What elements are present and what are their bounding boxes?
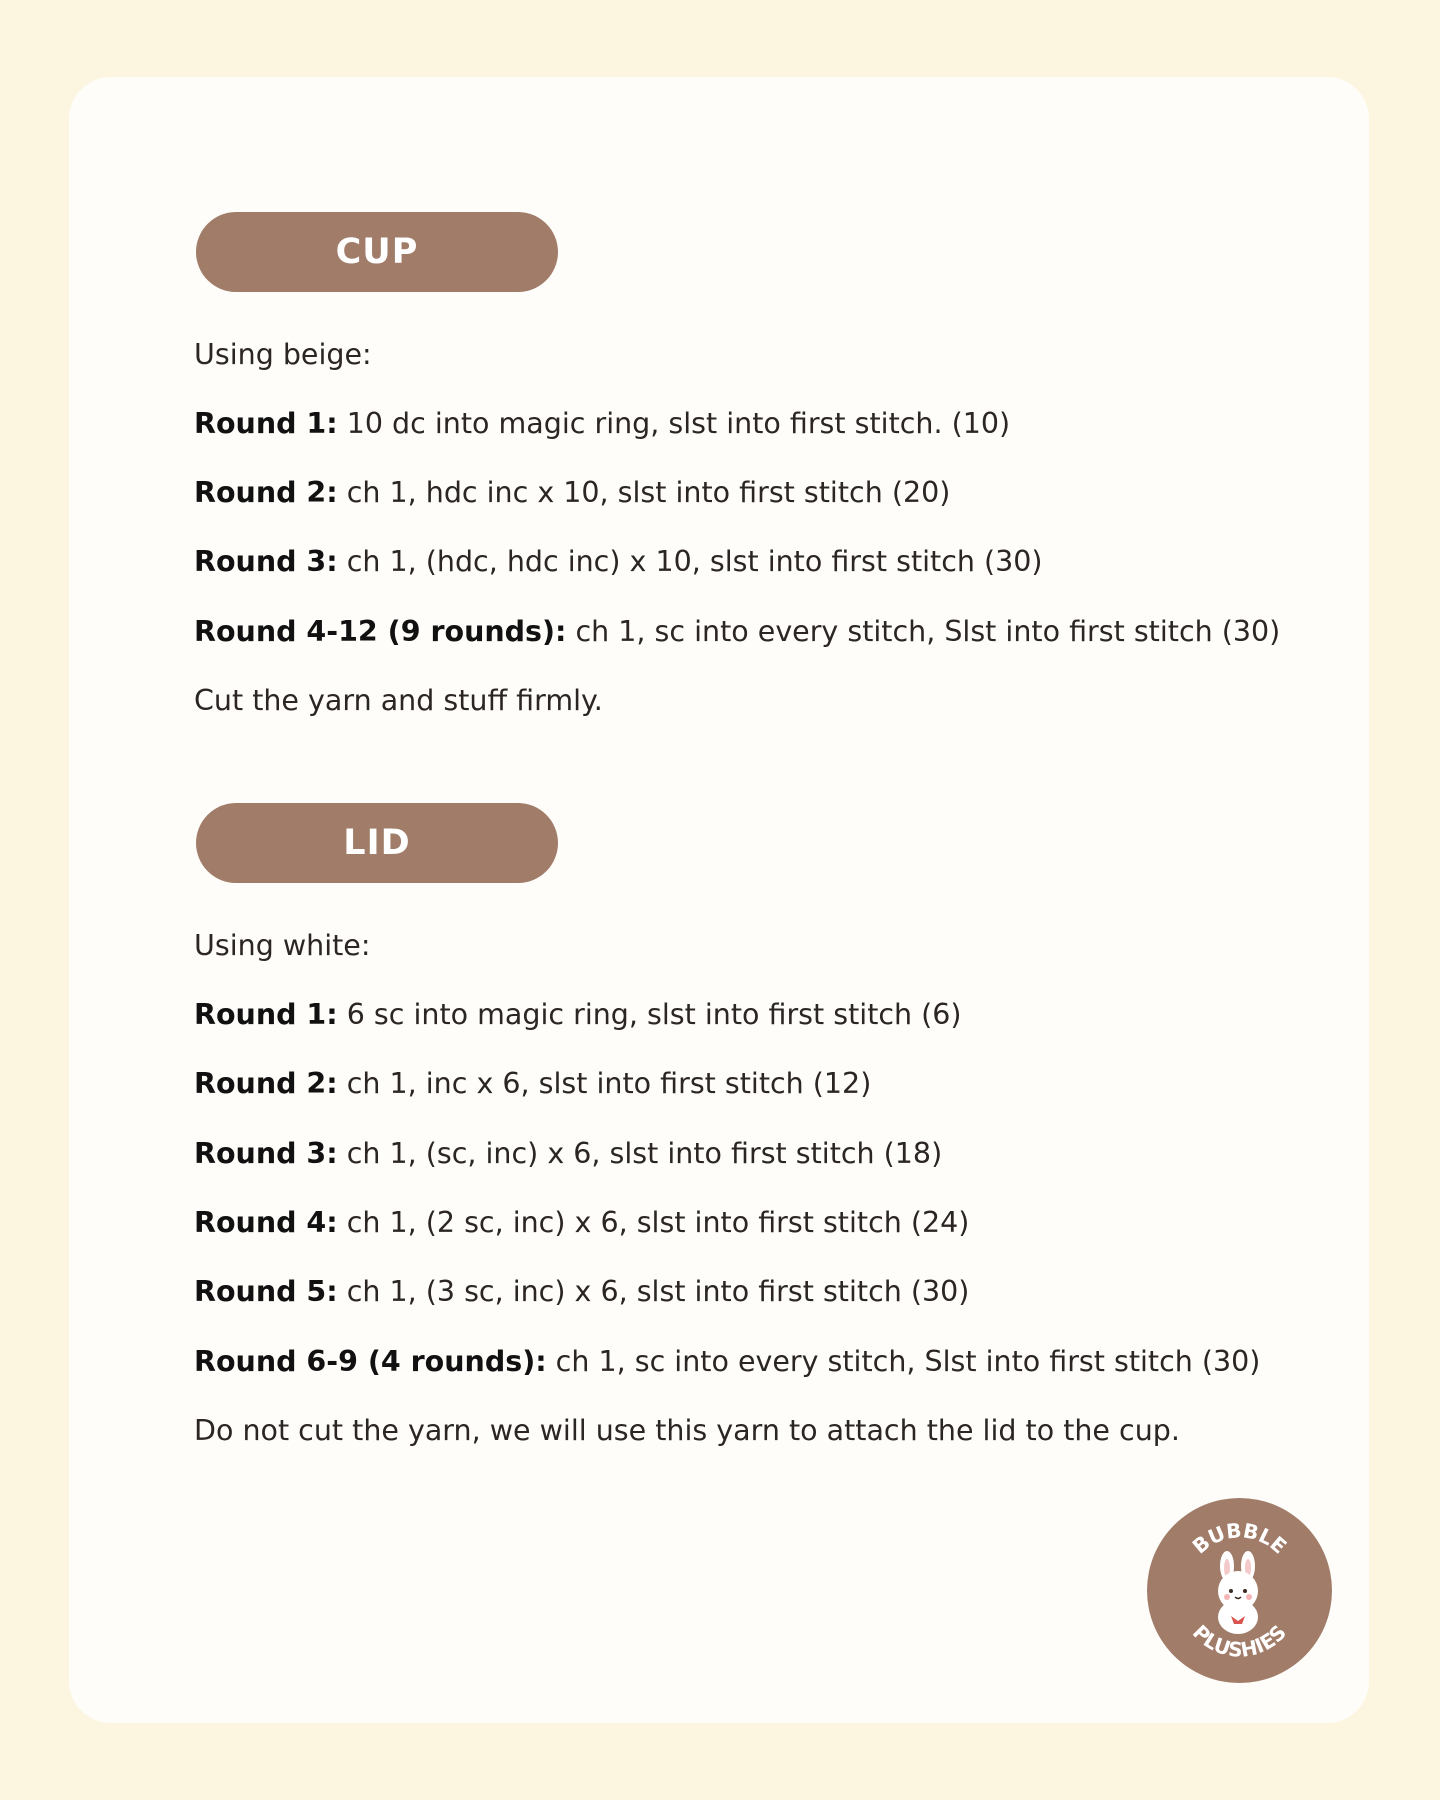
lid-round-1 — [194, 995, 962, 1035]
round-instructions: ch 1, hdc inc x 10, slst into first stitch (20) — [337, 476, 951, 509]
round-label: Round 4-12 (9 rounds): — [194, 615, 567, 648]
cup-section-header: CUP — [196, 212, 558, 292]
logo-top-text: BUBBLE — [1187, 1518, 1292, 1559]
lid-round-5 — [194, 1272, 969, 1312]
bubble-plushies-logo — [1147, 1498, 1332, 1683]
round-instructions: ch 1, (2 sc, inc) x 6, slst into first stitch (24) — [337, 1206, 970, 1239]
lid-round-4 — [194, 1203, 969, 1243]
round-label: Round 4: — [194, 1206, 338, 1239]
pattern-card — [69, 77, 1369, 1723]
round-instructions: ch 1, (3 sc, inc) x 6, slst into first stitch (30) — [337, 1275, 970, 1308]
cup-intro: Using beige: — [194, 338, 372, 371]
lid-intro: Using white: — [194, 929, 371, 962]
cup-outro: Cut the yarn and stuff firmly. — [194, 684, 603, 717]
bunny-icon — [1218, 1551, 1258, 1634]
round-label: Round 1: — [194, 998, 338, 1031]
lid-round-3 — [194, 1134, 942, 1174]
round-instructions: ch 1, sc into every stitch, Slst into first stitch (30) — [566, 615, 1281, 648]
round-instructions: ch 1, (hdc, hdc inc) x 10, slst into first stitch (30) — [337, 545, 1043, 578]
logo-bottom-text: PLUSHIES — [1187, 1620, 1292, 1662]
lid-round-2 — [194, 1064, 871, 1104]
cup-round-2 — [194, 473, 950, 513]
round-instructions: ch 1, sc into every stitch, Slst into first stitch (30) — [546, 1345, 1261, 1378]
round-instructions: 6 sc into magic ring, slst into first stitch (6) — [337, 998, 962, 1031]
round-label: Round 5: — [194, 1275, 338, 1308]
round-label: Round 3: — [194, 1137, 338, 1170]
logo-graphic — [1147, 1498, 1332, 1683]
lid-outro: Do not cut the yarn, we will use this yarn to attach the lid to the cup. — [194, 1414, 1180, 1447]
round-label: Round 1: — [194, 407, 338, 440]
lid-section-header: LID — [196, 803, 558, 883]
round-instructions: ch 1, (sc, inc) x 6, slst into first stitch (18) — [337, 1137, 943, 1170]
round-instructions: ch 1, inc x 6, slst into first stitch (12) — [337, 1067, 872, 1100]
cup-round-1 — [194, 404, 1010, 444]
round-label: Round 2: — [194, 476, 338, 509]
round-instructions: 10 dc into magic ring, slst into first stitch. (10) — [337, 407, 1011, 440]
round-label: Round 2: — [194, 1067, 338, 1100]
lid-round-6-9 — [194, 1342, 1260, 1382]
cup-round-4-12 — [194, 612, 1280, 652]
round-label: Round 6-9 (4 rounds): — [194, 1345, 547, 1378]
round-label: Round 3: — [194, 545, 338, 578]
cup-round-3 — [194, 542, 1043, 582]
